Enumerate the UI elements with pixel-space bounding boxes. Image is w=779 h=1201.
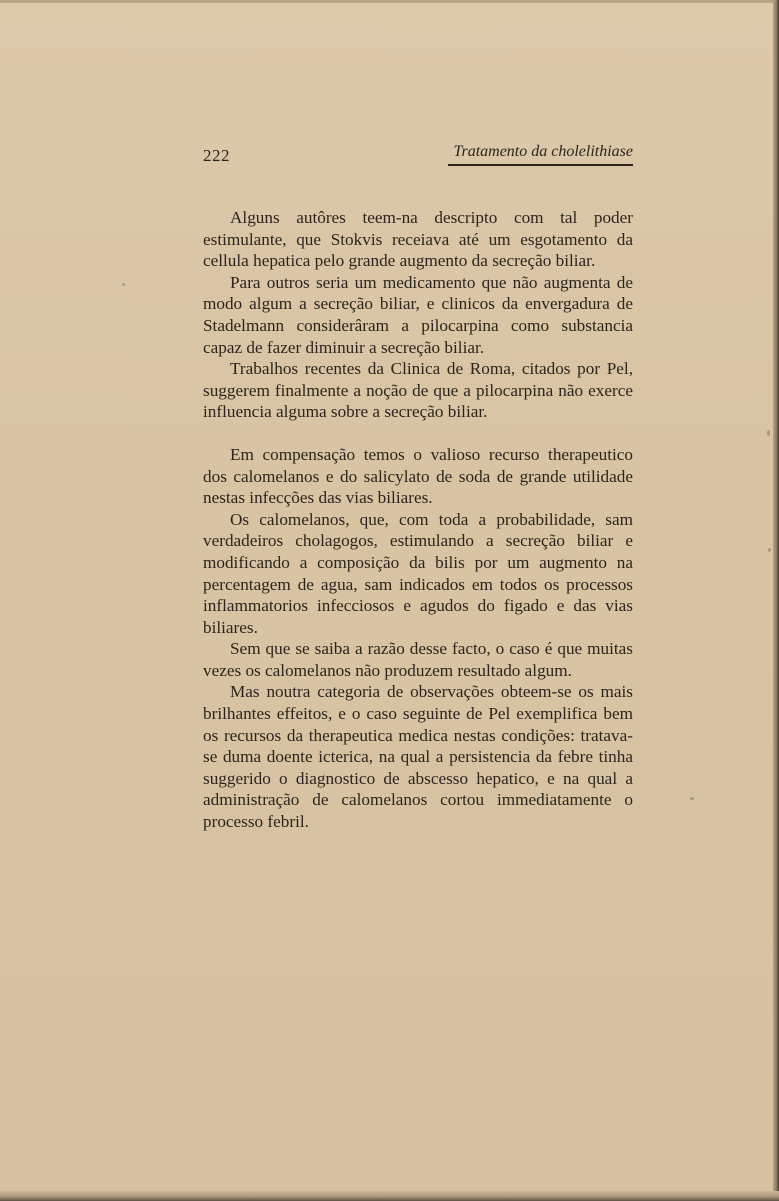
paragraph: Em compensação temos o valioso recurso therapeutico dos calomelanos e do salicylato de soda de grande utilidade nestas infecções das vias biliares. xyxy=(203,444,633,508)
paragraph: Sem que se saiba a razão desse facto, o caso é que muitas vezes os calomelanos não produzem resultado algum. xyxy=(203,639,633,680)
body-text xyxy=(203,207,633,833)
page-number: 222 xyxy=(203,146,230,165)
page-header xyxy=(203,140,633,170)
paragraph: Para outros seria um medicamento que não augmenta de modo algum a secreção biliar, e clinicos da envergadura de Stadelmann considerâram a pilocarpina como substancia capaz de fazer diminuir a secreção biliar. xyxy=(203,272,633,357)
running-title: Tratamento da cholelithiase xyxy=(453,143,633,160)
paper-speck xyxy=(690,797,694,800)
paper-speck xyxy=(767,430,770,436)
paragraph: Os calomelanos, que, com toda a probabilidade, sam verdadeiros cholagogos, estimulando a secreção biliar e modificando a composição da bilis por um augmento na percentagem de agua, sam indicados em todos os processos inflammatorios infecciosos e agudos do figado e das vias biliares. xyxy=(203,509,633,637)
page-right-edge xyxy=(773,0,779,1201)
section-gap xyxy=(203,423,633,444)
paper-speck xyxy=(122,283,125,286)
page-top-edge xyxy=(0,0,779,3)
paragraph: Trabalhos recentes da Clinica de Roma, citados por Pel, suggerem finalmente a noção de que a pilocarpina não exerce influencia alguma sobre a secreção biliar. xyxy=(203,359,633,422)
paragraph: Alguns autôres teem-na descripto com tal poder estimulante, que Stokvis receiava até um esgotamento da cellula hepatica pelo grande augmento da secreção biliar. xyxy=(203,208,633,271)
page-bottom-edge xyxy=(0,1191,779,1201)
header-rule xyxy=(448,164,633,166)
paragraph: Mas noutra categoria de observações obteem-se os mais brilhantes effeitos, e o caso seguinte de Pel exemplifica bem os recursos da therapeutica medica nestas condições: tratava-se duma doente icterica, na qual a persistencia da febre tinha suggerido o diagnostico de abscesso hepatico, e na qual a administração de calomelanos cortou immediatamente o processo febril. xyxy=(203,682,633,832)
paper-speck xyxy=(768,548,771,552)
